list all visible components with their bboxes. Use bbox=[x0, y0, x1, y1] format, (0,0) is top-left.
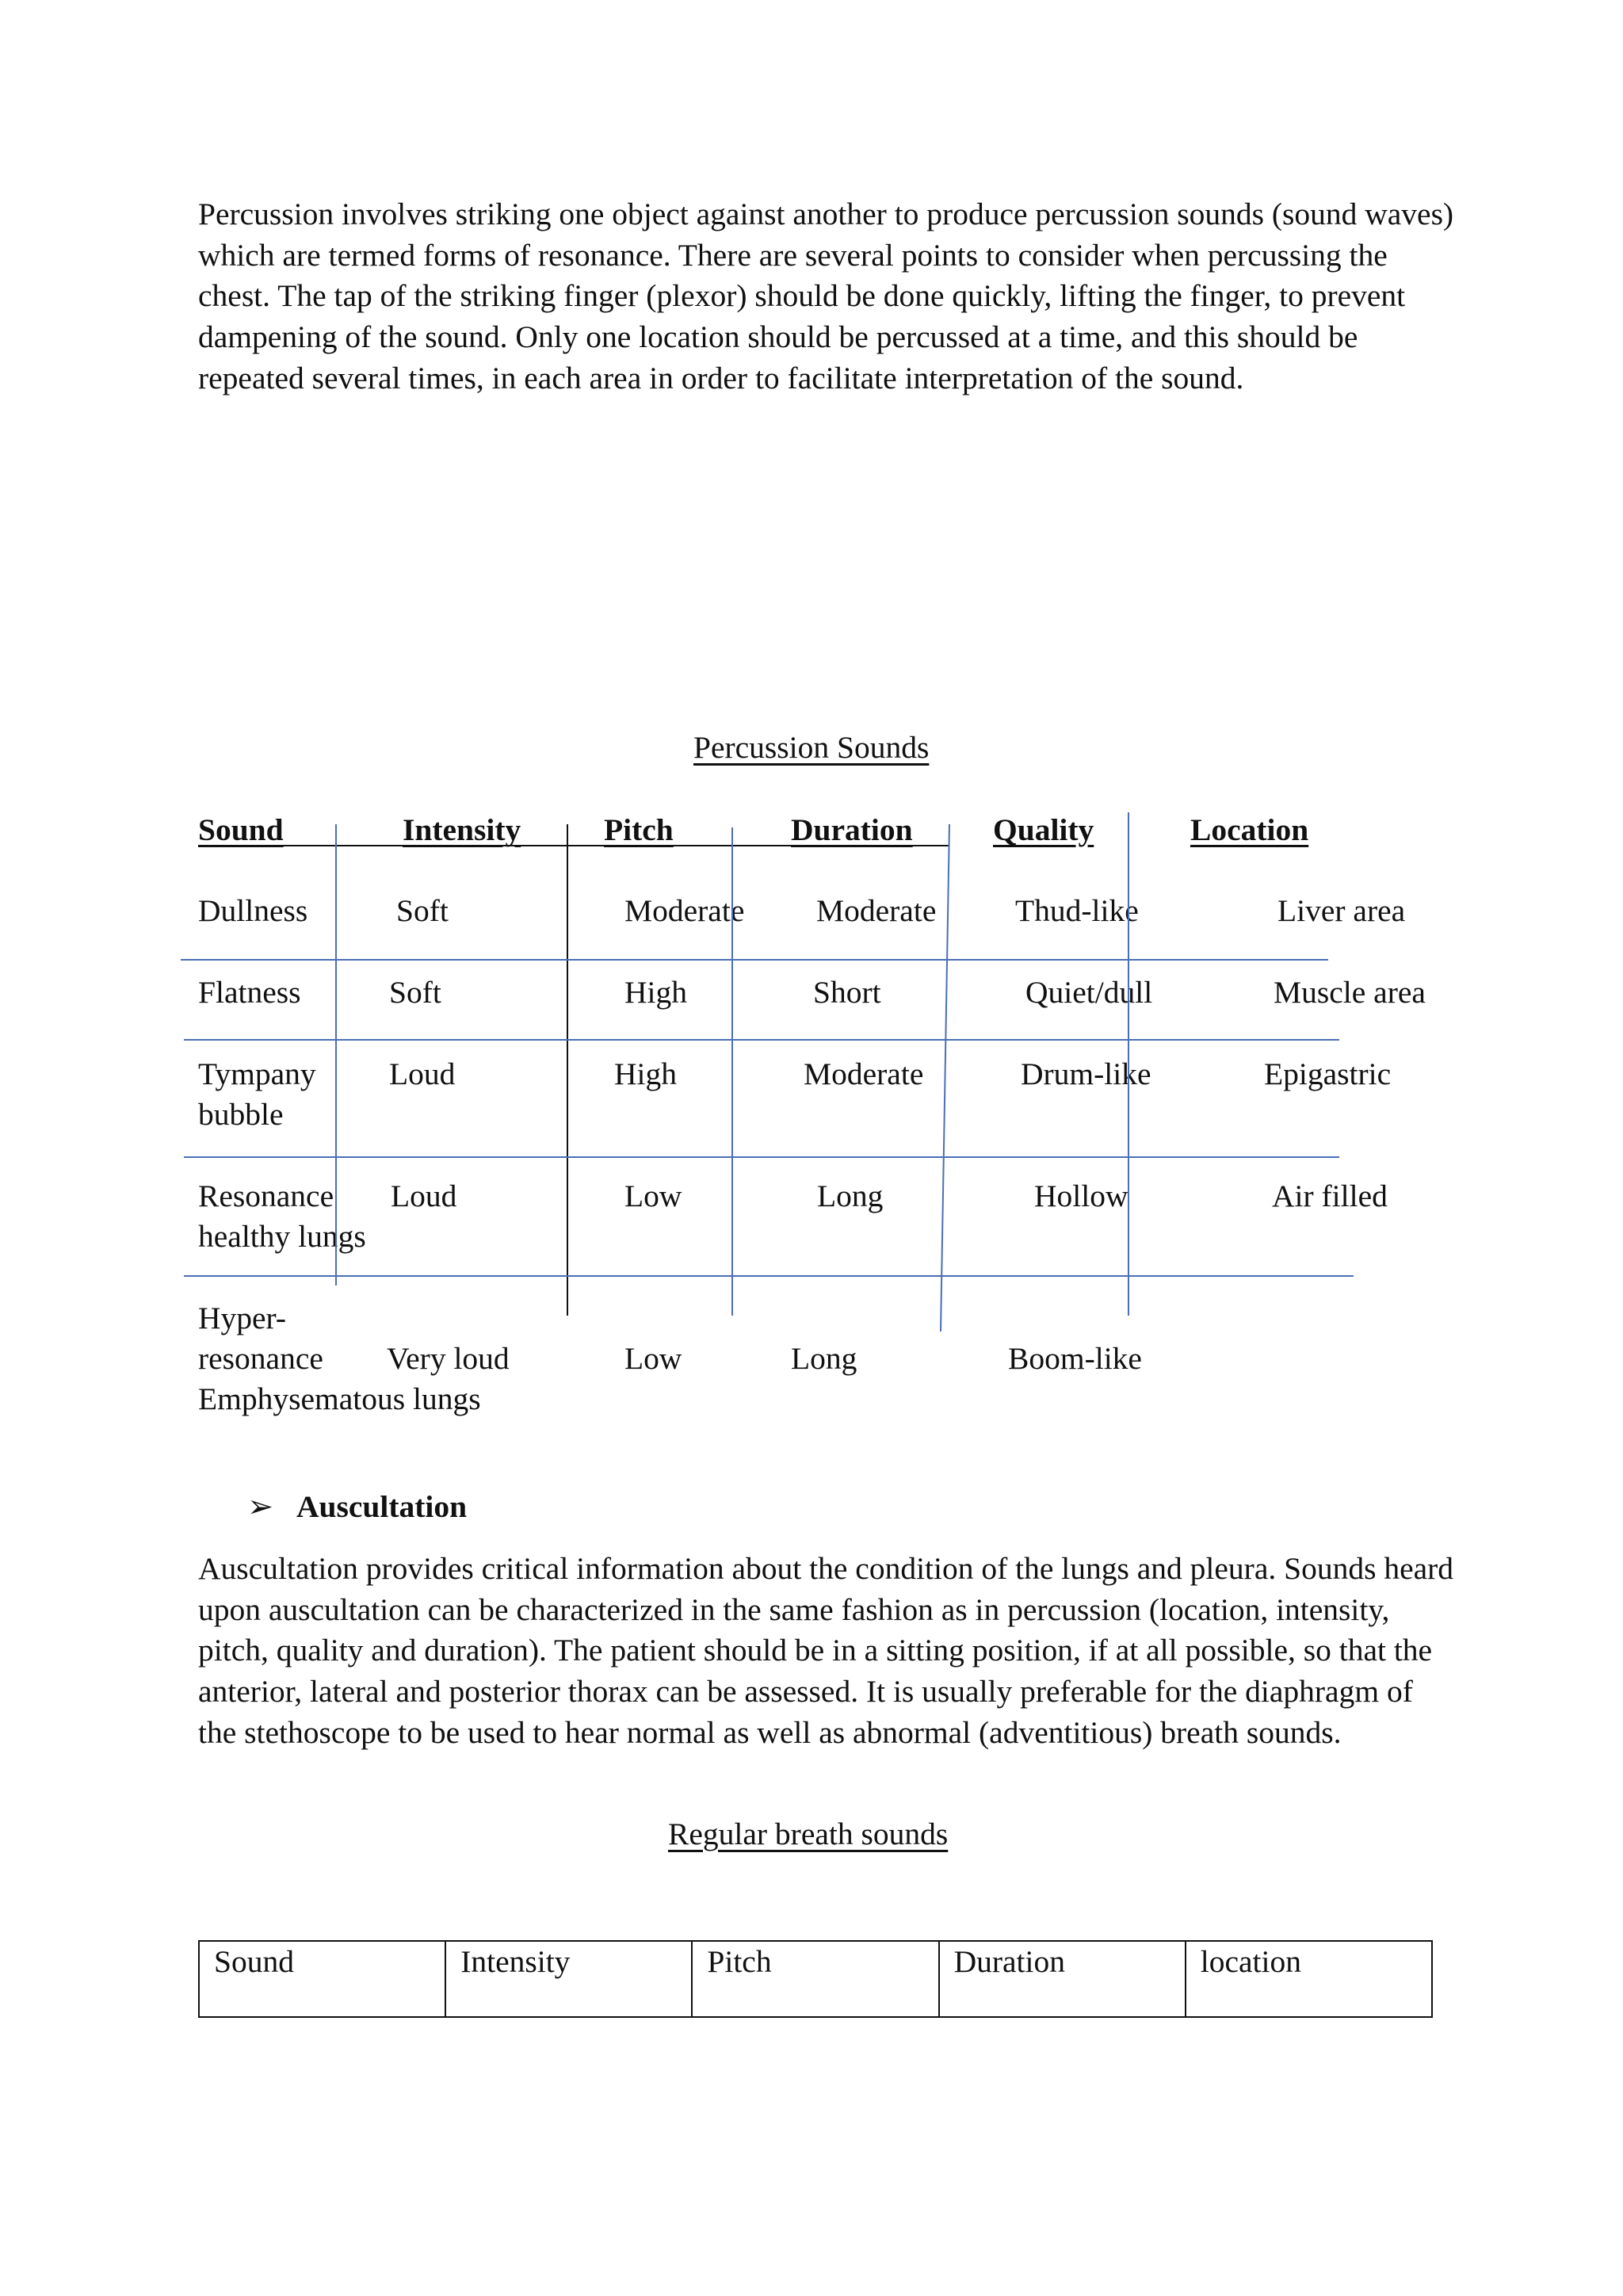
auscultation-bullet-icon: ➢ bbox=[247, 1489, 274, 1524]
table-row bbox=[199, 1941, 1432, 2017]
cell-intensity: Loud bbox=[391, 1179, 457, 1213]
cell-quality: Hollow bbox=[1034, 1179, 1128, 1213]
cell-pitch: High bbox=[614, 1056, 677, 1091]
cell-quality: Boom-like bbox=[1008, 1341, 1142, 1376]
cell-location: Air filled bbox=[1272, 1179, 1388, 1213]
cell-duration: Long bbox=[817, 1179, 884, 1213]
cell-duration: Moderate bbox=[804, 1056, 924, 1091]
cell-sound: Hyper- bbox=[198, 1301, 287, 1335]
breath-header-duration: Duration bbox=[939, 1941, 1186, 2017]
column-divider-blue bbox=[941, 824, 949, 1331]
cell-pitch: Low bbox=[624, 1341, 682, 1376]
cell-sound: Flatness bbox=[198, 975, 301, 1010]
cell-pitch: High bbox=[624, 975, 687, 1010]
cell-location: Liver area bbox=[1277, 893, 1406, 928]
cell-quality: Thud-like bbox=[1015, 893, 1139, 928]
auscultation-heading: Auscultation bbox=[296, 1489, 468, 1524]
header-sound: Sound bbox=[198, 812, 284, 847]
intro-paragraph: Percussion involves striking one object against another to produce percussion sounds (sound waves) which are termed forms of resonance. There are several points to consider when percussing the chest. The tap of the striking finger (plexor) should be done quickly, lifting the finger, to prevent dampening of the sound. Only one location should be percussed at a time, and this should be repeated several times, in each area in order to facilitate interpretation of the sound. bbox=[198, 197, 1454, 395]
cell-sound-line3: Emphysematous lungs bbox=[198, 1381, 481, 1416]
header-intensity: Intensity bbox=[403, 812, 521, 847]
auscultation-paragraph: Auscultation provides critical information about the condition of the lungs and pleura. Sounds heard upon auscultation can be characterized in the same fashion as in percussion (location, intensity, pitch, quality and duration). The patient should be in a sitting position, if at all possible, so that the anterior, lateral and posterior thorax can be assessed. It is usually preferable for the diaphragm of the stethoscope to be used to hear normal as well as abnormal (adventitious) breath sounds. bbox=[198, 1551, 1454, 1750]
cell-location: Epigastric bbox=[1264, 1056, 1392, 1091]
cell-pitch: Moderate bbox=[624, 893, 745, 928]
breath-sounds-table bbox=[198, 1940, 1433, 2018]
cell-intensity: Soft bbox=[396, 893, 449, 928]
cell-quality: Quiet/dull bbox=[1025, 975, 1153, 1010]
cell-intensity: Loud bbox=[389, 1056, 456, 1091]
cell-intensity: Soft bbox=[389, 975, 441, 1010]
cell-sound-line2: bubble bbox=[198, 1097, 284, 1132]
header-duration: Duration bbox=[791, 812, 913, 847]
cell-sound: Dullness bbox=[198, 893, 308, 928]
cell-sound: Resonance bbox=[198, 1179, 334, 1213]
cell-sound: Tympany bbox=[198, 1056, 316, 1091]
header-location: Location bbox=[1190, 812, 1309, 847]
breath-header-intensity: Intensity bbox=[445, 1941, 692, 2017]
breath-header-pitch: Pitch bbox=[692, 1941, 938, 2017]
cell-quality: Drum-like bbox=[1021, 1056, 1151, 1091]
breath-table-title: Regular breath sounds bbox=[668, 1817, 949, 1851]
cell-intensity: Very loud bbox=[387, 1341, 510, 1376]
percussion-table-title: Percussion Sounds bbox=[693, 730, 930, 765]
header-pitch: Pitch bbox=[604, 812, 674, 847]
cell-duration: Short bbox=[813, 975, 881, 1010]
cell-duration: Long bbox=[791, 1341, 857, 1376]
header-quality: Quality bbox=[993, 812, 1094, 847]
breath-header-sound: Sound bbox=[199, 1941, 445, 2017]
cell-sound-line2: resonance bbox=[198, 1341, 323, 1376]
cell-location: Muscle area bbox=[1274, 975, 1426, 1010]
breath-header-location: location bbox=[1186, 1941, 1432, 2017]
cell-sound-line2: healthy lungs bbox=[198, 1219, 366, 1254]
cell-pitch: Low bbox=[624, 1179, 682, 1213]
cell-duration: Moderate bbox=[816, 893, 937, 928]
